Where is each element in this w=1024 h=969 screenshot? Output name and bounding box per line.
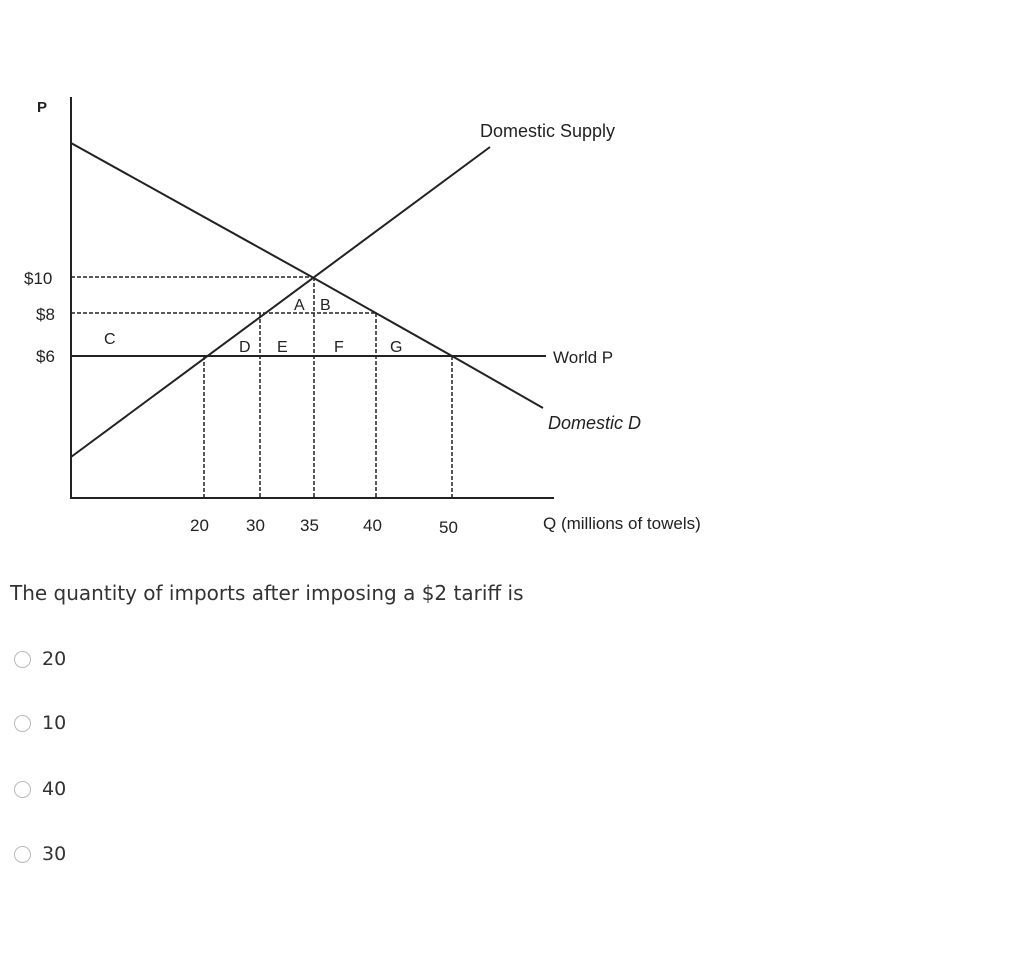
x-tick-30: 30 bbox=[246, 516, 265, 535]
x-axis-label: Q (millions of towels) bbox=[543, 514, 701, 533]
x-tick-40: 40 bbox=[363, 516, 382, 535]
y-tick-8: $8 bbox=[36, 305, 55, 324]
y-tick-10: $10 bbox=[24, 269, 53, 288]
domestic-supply-curve bbox=[71, 147, 490, 457]
radio-button-icon[interactable] bbox=[14, 781, 31, 798]
tariff-graph bbox=[0, 0, 760, 550]
option-label: 20 bbox=[42, 648, 67, 670]
answer-option-20[interactable] bbox=[14, 648, 66, 670]
y-tick-6: $6 bbox=[36, 347, 55, 366]
domestic-supply-label: Domestic Supply bbox=[480, 121, 616, 141]
region-label-e: E bbox=[277, 339, 288, 356]
world-price-label: World P bbox=[553, 348, 614, 367]
y-axis-label: P bbox=[37, 99, 48, 116]
region-label-f: F bbox=[334, 339, 344, 356]
x-tick-20: 20 bbox=[190, 516, 209, 535]
option-label: 40 bbox=[42, 778, 67, 800]
radio-button-icon[interactable] bbox=[14, 715, 31, 732]
region-label-c: C bbox=[104, 331, 116, 348]
region-label-a: A bbox=[294, 297, 305, 314]
axes bbox=[70, 97, 554, 499]
answer-option-10[interactable] bbox=[14, 712, 66, 734]
question-text: The quantity of imports after imposing a $2 tariff is bbox=[10, 581, 524, 605]
answer-option-40[interactable] bbox=[14, 778, 66, 800]
option-label: 30 bbox=[42, 843, 67, 865]
answer-option-30[interactable] bbox=[14, 843, 66, 865]
region-label-d: D bbox=[239, 339, 251, 356]
option-label: 10 bbox=[42, 712, 67, 734]
radio-button-icon[interactable] bbox=[14, 651, 31, 668]
guide-lines bbox=[71, 277, 452, 498]
x-tick-35: 35 bbox=[300, 516, 319, 535]
domestic-demand-label: Domestic D bbox=[548, 413, 642, 433]
radio-button-icon[interactable] bbox=[14, 846, 31, 863]
region-label-g: G bbox=[390, 339, 403, 356]
region-label-b: B bbox=[320, 297, 331, 314]
x-tick-50: 50 bbox=[439, 518, 458, 537]
domestic-demand-curve bbox=[71, 143, 543, 408]
